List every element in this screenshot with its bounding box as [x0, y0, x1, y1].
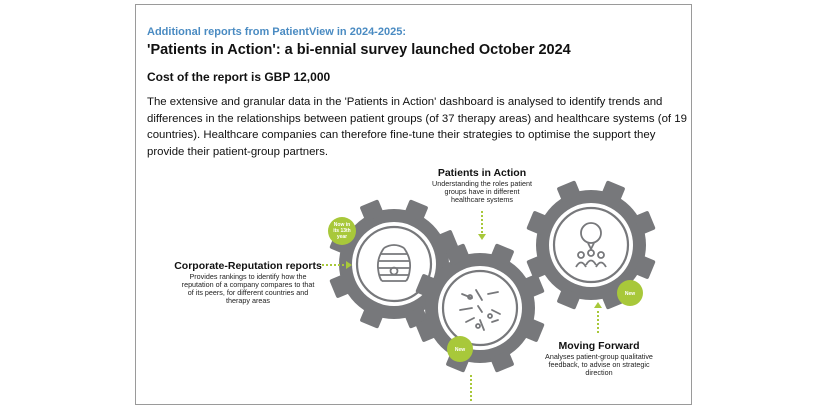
label-moving-forward	[545, 340, 653, 377]
patients-line-2: groups have in different	[444, 187, 520, 196]
badge-year-line-2: its 13th	[333, 228, 351, 234]
patients-line-3: healthcare systems	[451, 195, 513, 204]
report-title: 'Patients in Action': a bi-ennial survey launched October 2024	[147, 42, 571, 58]
reports-gear-graphic	[136, 5, 693, 406]
report-description: The extensive and granular data in the 'Patients in Action' dashboard is analysed to identify trends and differences in the relationships between patient groups (of 37 therapy areas) and healthcare systems (of 19 countries). Healthcare companies can therefore fine-tune their strategies to optimise the support they provide their patient-group partners.	[147, 96, 687, 158]
moving-line-2: feedback, to advise on strategic	[548, 360, 650, 369]
moving-line-1: Analyses patient-group qualitative	[545, 352, 653, 361]
badge-new-right	[617, 280, 643, 306]
moving-line-3: direction	[585, 368, 613, 377]
badge-new-right-label: New	[624, 291, 636, 297]
patients-line-1: Understanding the roles patient	[432, 179, 532, 188]
corporate-line-2: reputation of a company compares to that	[181, 280, 315, 289]
label-corporate-reputation	[174, 260, 322, 305]
badge-year-line-1: Now in	[333, 222, 351, 228]
corporate-line-1: Provides rankings to identify how the	[189, 272, 307, 281]
moving-title: Moving Forward	[558, 340, 640, 352]
report-card	[135, 4, 692, 405]
section-eyebrow: Additional reports from PatientView in 2024-2025:	[147, 26, 406, 38]
corporate-line-3: of its peers, for different countries and	[187, 288, 309, 297]
patients-title: Patients in Action	[437, 167, 527, 179]
badge-13th-year	[328, 217, 356, 245]
corporate-title: Corporate-Reputation reports	[174, 260, 322, 272]
badge-new-middle	[447, 336, 473, 362]
corporate-line-4: therapy areas	[226, 296, 270, 305]
badge-year-line-3: year	[336, 234, 348, 240]
badge-new-middle-label: New	[454, 347, 466, 353]
label-patients-in-action	[432, 167, 532, 204]
report-cost: Cost of the report is GBP 12,000	[147, 70, 331, 84]
